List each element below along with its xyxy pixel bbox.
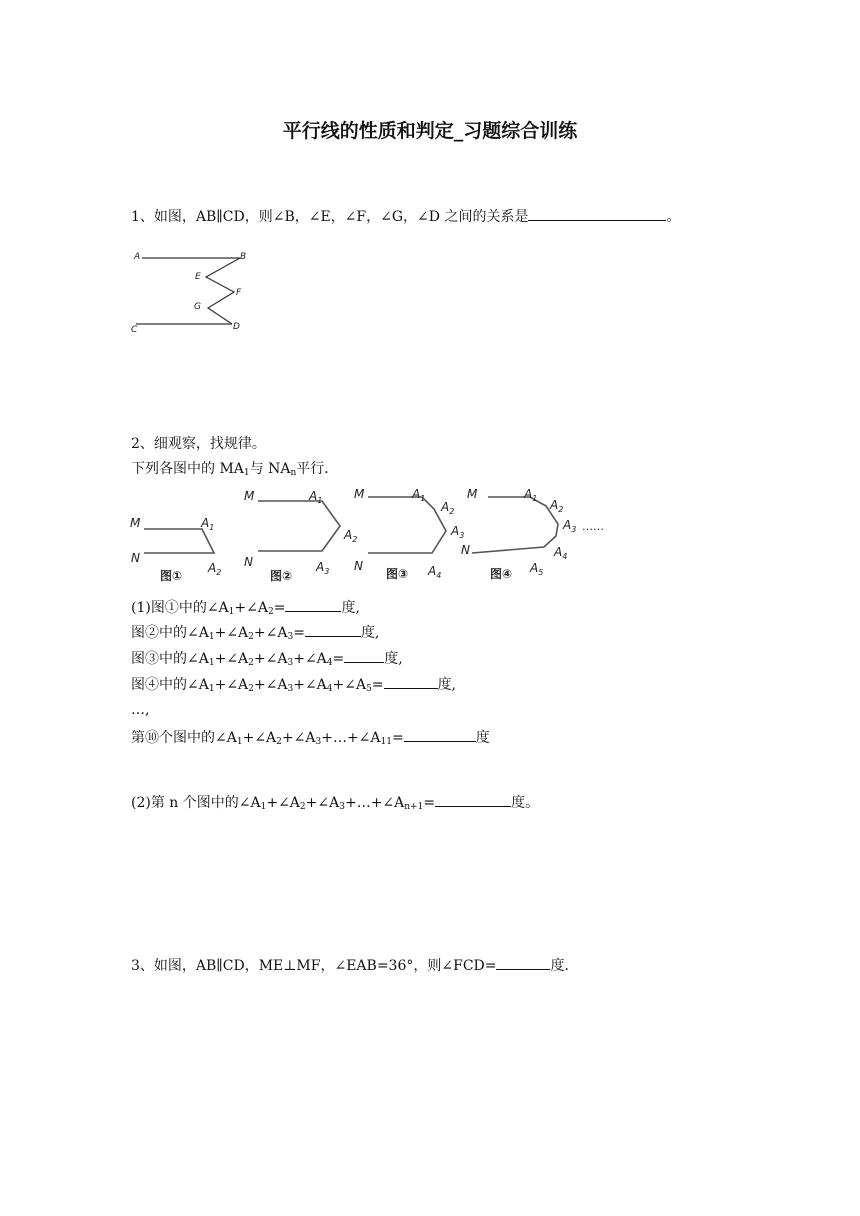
label-sub: 5 [538,568,544,577]
eq: = [273,600,286,616]
plus: + [214,625,227,641]
sub: 1 [208,632,215,642]
eq: = [423,795,436,811]
sub: 2 [248,658,254,668]
label-sub: 4 [436,571,442,580]
label-m: M [467,487,478,501]
angle: ∠A [265,625,288,641]
caption-4: 图④ [490,567,513,581]
question-2-line-1 [131,597,360,618]
line-post: 度 [475,730,490,746]
label-letter: A [530,561,539,575]
sub: 2 [248,632,254,642]
question-3-stem: 3、如图，AB∥CD，ME⊥MF，∠EAB=36°，则∠FCD= [131,958,497,974]
label-g: G [194,302,201,312]
angle: ∠A [226,651,249,667]
caption-2: 图② [270,569,293,583]
label-letter: A [309,489,318,503]
line-post: 度, [341,600,360,616]
answer-blank[interactable] [435,792,511,807]
plus: + [214,677,227,693]
angle: ∠A [304,677,327,693]
sub: 3 [287,632,294,642]
sub: 2 [299,802,306,812]
ellipsis: … [356,795,371,811]
label-letter: A [563,518,572,532]
label-n: N [354,559,363,573]
label-a1 [523,487,537,503]
label-letter: A [554,545,563,559]
angle: ∠A [293,730,316,746]
angle: ∠A [344,677,367,693]
question-2-line-5: …, [131,702,150,718]
label-letter: A [344,528,353,542]
sub: 1 [208,684,215,694]
plus: + [332,677,345,693]
line-post: 度, [384,651,403,667]
label-sub: 1 [209,523,215,532]
label-sub: 2 [352,535,358,544]
label-m: M [130,516,141,530]
label-e: E [195,272,201,282]
question-2-line-6 [131,727,490,748]
line-post: 度, [360,625,380,641]
label-f: F [236,288,242,298]
label-sub: 4 [562,552,568,561]
sub: n+1 [404,802,424,812]
label-letter: A [451,524,460,538]
line-pre: (2)第 n 个图中的∠A [131,795,261,811]
label-n: N [461,543,470,557]
label-sub: 3 [324,567,330,576]
sub: 3 [315,737,322,747]
sub: 3 [339,802,345,812]
question-1-text [131,206,680,227]
plus: + [214,651,227,667]
question-1-end: 。 [666,209,681,225]
line-post: 度。 [511,795,540,811]
plus: + [253,625,266,641]
continuation-dots: …… [582,520,604,533]
question-1-stem: 1、如图，AB∥CD，则∠B，∠E，∠F，∠G，∠D 之间的关系是 [131,209,529,225]
intro-pre: 下列各图中的 MA [131,461,244,477]
label-letter: A [428,564,437,578]
label-sub: 1 [420,494,426,503]
eq: = [332,651,345,667]
answer-blank[interactable] [496,955,550,970]
intro-sub: 1 [243,468,250,478]
line-pre: (1)图①中的∠A [131,600,229,616]
answer-blank[interactable] [384,674,438,689]
plus: + [253,651,266,667]
label-c: C [131,325,138,335]
angle: ∠A [226,677,249,693]
plus: + [234,600,247,616]
answer-blank[interactable] [285,597,341,612]
answer-blank[interactable] [344,648,384,663]
label-d: D [233,322,240,332]
sub: 11 [380,737,392,747]
question-2-intro [131,459,338,479]
label-a1 [200,516,214,532]
angle: ∠A [265,651,288,667]
label-a1 [411,487,425,503]
question-1-figure [128,246,258,336]
question-3-text [131,955,578,976]
plus: + [321,730,333,746]
sub: 1 [236,737,243,747]
angle: ∠A [265,677,288,693]
eq: = [391,730,404,746]
label-sub: 3 [571,525,577,534]
line-pre: 第⑩个图中的∠A [131,730,237,746]
plus: + [242,730,255,746]
plus: + [346,730,359,746]
intro-post: 平行． [296,461,339,477]
question-2-title: 2、细观察，找规律。 [131,436,266,452]
label-a3 [450,524,464,540]
sub: 4 [326,658,333,668]
sub: 3 [287,658,294,668]
label-a2 [207,561,221,577]
ellipsis: … [332,730,347,746]
answer-blank[interactable] [305,622,361,637]
angle: ∠A [382,795,405,811]
angle: ∠A [317,795,340,811]
plus: + [305,795,318,811]
label-letter: A [441,500,450,514]
label-letter: A [316,560,325,574]
label-letter: A [524,487,533,501]
plus: + [281,730,294,746]
question-2-line-4 [131,674,456,695]
caption-3: 图③ [386,567,409,581]
label-a3 [562,518,576,534]
sub: 5 [366,684,372,694]
eq: = [371,677,384,693]
eq: = [293,625,305,641]
line-pre: 图③中的∠A [131,651,209,667]
plus: + [370,795,383,811]
sub: 2 [276,737,282,747]
sub: 1 [208,658,215,668]
label-letter: A [550,498,559,512]
caption-1: 图① [160,569,183,583]
label-n: N [244,555,253,569]
label-sub: 3 [459,531,465,540]
angle: ∠A [358,730,381,746]
label-a1 [308,489,322,505]
label-a2 [343,528,357,544]
label-a3 [315,560,329,576]
label-sub: 2 [449,507,455,516]
line-pre: 图④中的∠A [131,677,209,693]
intro-mid: 与 NA [249,461,291,477]
label-sub: 2 [216,568,222,577]
intro-sub: n [290,468,297,478]
label-letter: A [201,516,210,530]
label-m: M [244,489,255,503]
line-pre: 图②中的∠A [131,625,209,641]
angle: ∠A [254,730,277,746]
plus: + [266,795,279,811]
answer-blank[interactable] [528,206,666,221]
line-post: 度, [437,677,457,693]
question-2-figure [126,484,626,584]
page-title: 平行线的性质和判定_习题综合训练 [282,120,578,142]
label-a4 [553,545,567,561]
label-n: N [131,551,140,565]
label-b: B [240,252,247,262]
sub: 2 [267,607,274,617]
label-a: A [134,252,141,262]
sub: 2 [248,684,254,694]
angle: ∠A [304,651,327,667]
plus: + [293,677,305,693]
label-a2 [440,500,454,516]
label-a5 [529,561,543,577]
question-3-end: 度． [550,958,579,974]
plus: + [293,651,305,667]
label-a2 [549,498,563,514]
question-2-part-2 [131,792,539,813]
sub: 3 [287,684,294,694]
answer-blank[interactable] [404,727,476,742]
label-sub: 1 [317,496,323,505]
label-sub: 1 [532,494,538,503]
angle: ∠A [226,625,249,641]
label-m: M [354,487,365,501]
angle: ∠A [278,795,300,811]
label-sub: 2 [558,505,564,514]
sub: 4 [326,684,333,694]
label-letter: A [208,561,217,575]
plus: + [253,677,266,693]
plus: + [344,795,357,811]
label-a4 [427,564,441,580]
sub: 1 [260,802,267,812]
label-letter: A [412,487,421,501]
question-2-line-2 [131,622,379,643]
angle: ∠A [246,600,268,616]
sub: 1 [228,607,235,617]
question-2-line-3 [131,648,403,669]
